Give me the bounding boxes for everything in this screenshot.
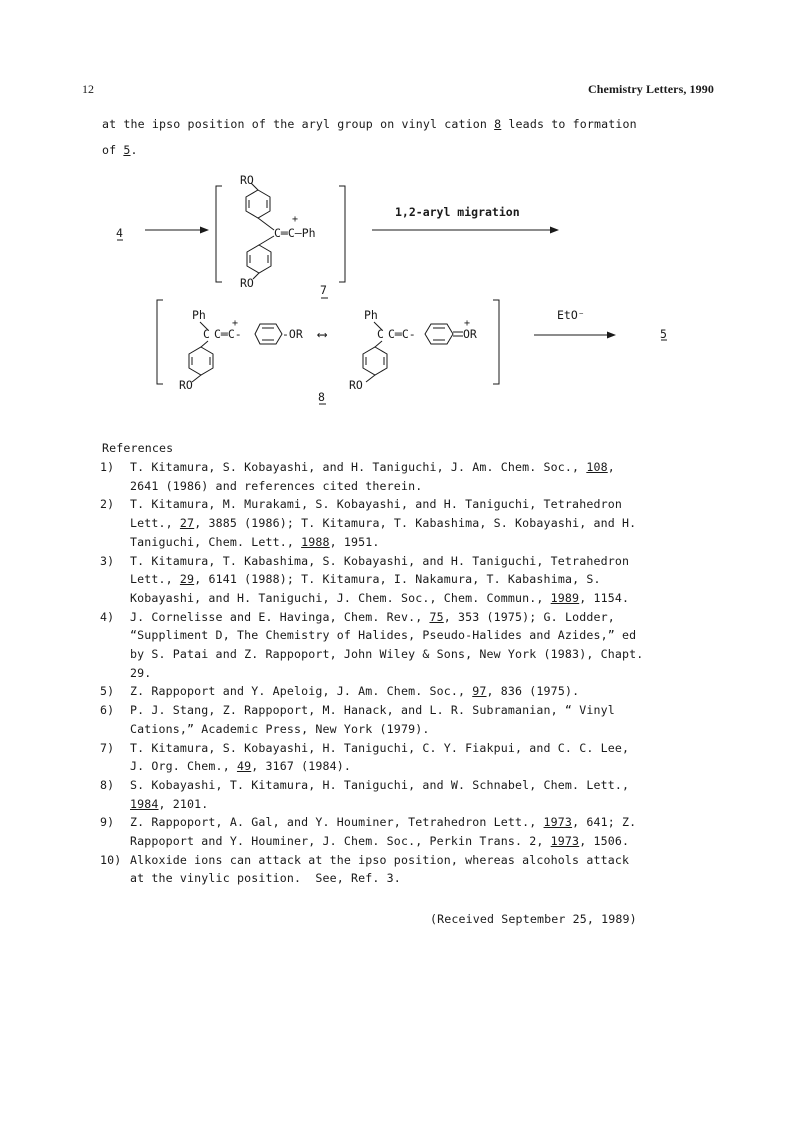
c-atom-left: C (203, 327, 210, 341)
reference-number: 7) (100, 740, 115, 755)
vinyl-bond-8a: C═C- (214, 327, 242, 341)
vinyl-bond-7: C═C—Ph (274, 226, 316, 240)
reference-line: T. Kitamura, T. Kabashima, S. Kobayashi, and H. Taniguchi, Tetrahedron (130, 553, 630, 568)
resonance-arrow: ⟷ (318, 327, 327, 343)
page-number: 12 (82, 82, 94, 96)
vinyl-bond-8b: C═C- (388, 327, 416, 341)
reference-line: Z. Rappoport, A. Gal, and Y. Houminer, Tetrahedron Lett., 1973, 641; Z. (130, 815, 637, 830)
received-date: (Received September 25, 1989) (430, 912, 637, 926)
reference-line: J. Org. Chem., 49, 3167 (1984). (130, 759, 352, 774)
c-atom-right: C (377, 327, 384, 341)
reference-number: 4) (100, 609, 115, 624)
reference-line: Taniguchi, Chem. Lett., 1988, 1951. (130, 534, 380, 549)
ph-label-left: Ph (192, 308, 206, 322)
cation-plus-7: + (292, 214, 299, 225)
reference-line: T. Kitamura, M. Murakami, S. Kobayashi, and H. Taniguchi, Tetrahedron (130, 497, 622, 512)
reference-number: 6) (100, 703, 115, 718)
intro-line-2: of 5. (102, 143, 138, 157)
reference-line: Lett., 27, 3885 (1986); T. Kitamura, T. Kabashima, S. Kobayashi, and H. (130, 516, 637, 531)
or-label-left: -OR (282, 327, 303, 341)
reference-line: J. Cornelisse and E. Havinga, Chem. Rev., 75, 353 (1975); G. Lodder, (130, 609, 615, 624)
reference-line: P. J. Stang, Z. Rappoport, M. Hanack, and L. R. Subramanian, “ Vinyl (130, 703, 615, 718)
reference-line: Alkoxide ions can attack at the ipso position, whereas alcohols attack (130, 852, 630, 867)
compound-7-label: 7 (320, 283, 327, 297)
reference-number: 9) (100, 815, 115, 830)
reference-line: S. Kobayashi, T. Kitamura, H. Taniguchi, and W. Schnabel, Chem. Lett., (130, 777, 630, 792)
reference-line: “Suppliment D, The Chemistry of Halides, Pseudo-Halides and Azides,” ed (130, 628, 637, 643)
intro-line-1: at the ipso position of the aryl group on vinyl cation 8 leads to formation (102, 117, 637, 131)
reference-line: Lett., 29, 6141 (1988); T. Kitamura, I. Nakamura, T. Kabashima, S. (130, 572, 601, 587)
reference-line: by S. Patai and Z. Rappoport, John Wiley & Sons, New York (1983), Chapt. (130, 647, 644, 661)
or-label-right: OR (463, 327, 477, 341)
cation-plus-8a: + (232, 318, 239, 329)
reference-line: Kobayashi, and H. Taniguchi, J. Chem. Soc., Chem. Commun., 1989, 1154. (130, 590, 630, 605)
reference-number: 1) (100, 460, 115, 474)
ro-label-lower: RO (240, 276, 254, 290)
reference-number: 3) (100, 553, 115, 568)
reference-line: Rappoport and Y. Houminer, J. Chem. Soc., Perkin Trans. 2, 1973, 1506. (130, 834, 630, 848)
ro-label-upper: RO (240, 173, 254, 187)
ro-label-8a: RO (179, 378, 193, 392)
reference-number: 8) (100, 777, 115, 792)
reference-number: 10) (100, 852, 122, 867)
cation-plus-8b: + (464, 318, 471, 329)
reference-line: 29. (130, 665, 152, 680)
reference-line: T. Kitamura, S. Kobayashi, H. Taniguchi, C. Y. Fiakpui, and C. C. Lee, (130, 740, 630, 755)
compound-8-label: 8 (318, 390, 325, 404)
reference-number: 5) (100, 684, 115, 699)
ro-label-8b: RO (349, 378, 363, 392)
journal-header: Chemistry Letters, 1990 (588, 82, 714, 96)
reference-line: at the vinylic position. See, Ref. 3. (130, 871, 401, 886)
ph-label-right: Ph (364, 308, 378, 322)
reference-line: Cations,” Academic Press, New York (1979). (130, 721, 430, 736)
migration-label: 1,2-aryl migration (395, 205, 520, 219)
reaction-scheme (0, 0, 793, 420)
references-heading: References (102, 441, 174, 455)
reference-line: 2641 (1986) and references cited therein. (130, 478, 423, 493)
reagent-label: EtO⁻ (557, 308, 585, 322)
reference-number: 2) (100, 497, 115, 512)
compound-4-label: 4 (116, 226, 123, 240)
reference-line: Z. Rappoport and Y. Apeloig, J. Am. Chem. Soc., 97, 836 (1975). (130, 684, 580, 699)
reference-line: 1984, 2101. (130, 796, 209, 811)
product-5-label: 5 (660, 327, 667, 341)
reference-line: T. Kitamura, S. Kobayashi, and H. Taniguchi, J. Am. Chem. Soc., 108, (130, 460, 615, 474)
